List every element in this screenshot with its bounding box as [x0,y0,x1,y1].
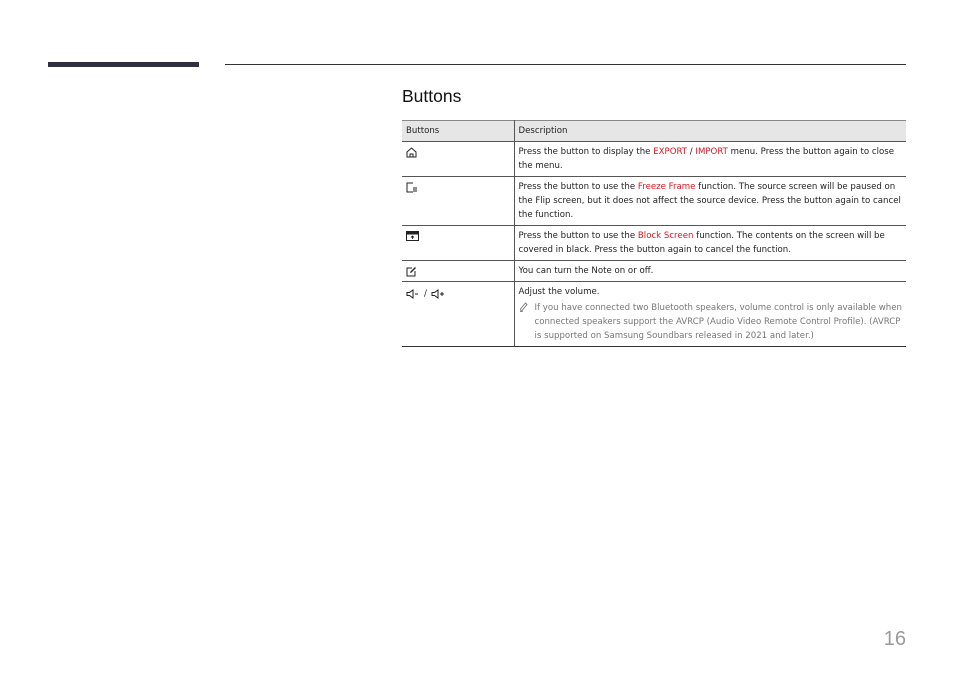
volume-down-icon [406,289,420,299]
table-row [402,177,906,226]
description-cell: Press the button to use the Freeze Frame function. The source screen will be paused on the Flip screen, but it does not affect the source device. Press the button again to cancel the function. [514,177,906,226]
button-cell [402,177,514,226]
button-cell [402,282,514,347]
block-screen-name: Block Screen [637,231,694,241]
note-icon [406,266,417,277]
header-buttons: Buttons [402,121,514,142]
import-menu-name: IMPORT [695,147,728,157]
table-row [402,261,906,282]
buttons-table [402,120,906,347]
button-cell [402,142,514,177]
table-row [402,282,906,347]
button-cell [402,261,514,282]
export-menu-name: EXPORT [653,147,688,157]
table-header-row [402,121,906,142]
block-screen-icon [406,231,419,241]
page-number: 16 [883,628,906,650]
home-icon [406,147,417,158]
table-row [402,226,906,261]
description-cell [514,282,906,347]
description-cell: You can turn the Note on or off. [514,261,906,282]
pencil-note-icon [519,301,535,343]
button-cell [402,226,514,261]
freeze-frame-name: Freeze Frame [637,182,696,192]
description-cell: Press the button to display the EXPORT / IMPORT menu. Press the button again to close the menu. [514,142,906,177]
table-row [402,142,906,177]
freeze-frame-icon [406,182,417,193]
section-title: Buttons [402,86,462,106]
note-block [519,301,903,343]
volume-separator: / [424,289,427,299]
header-description: Description [514,121,906,142]
header-rule [225,64,906,65]
volume-up-icon [431,289,445,299]
section-accent-bar [48,62,199,67]
volume-description: Adjust the volume. [518,287,600,297]
description-cell: Press the button to use the Block Screen function. The contents on the screen will be covered in black. Press the button again to cancel the function. [514,226,906,261]
note-text: If you have connected two Bluetooth speakers, volume control is only available when connected speakers support the AVRCP (Audio Video Remote Control Profile). (AVRCP is supported on Samsung Soundbars released in 2021 and later.) [534,303,902,341]
